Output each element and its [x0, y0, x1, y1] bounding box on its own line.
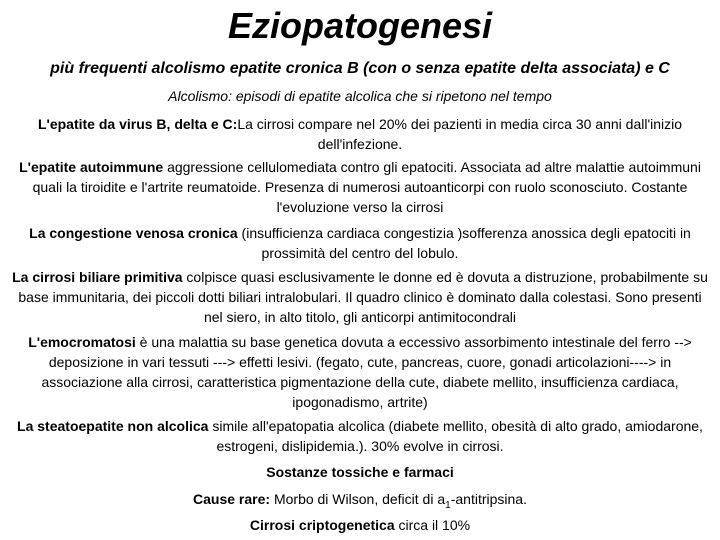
- virus-paragraph: [10, 114, 710, 154]
- emocromatosi-text: è una malattia su base genetica dovuta a eccessivo assorbimento intestinale del ferro --> deposizione in vari tessuti ---> effetti lesivi. (fegato, cute, pancreas, cuore, gonadi articolazioni----> in associazione alla cirrosi, caratteristica pigmentazione della cute, diabete mellito, insufficienza cardiaca, ipogonadismo, artrite): [41, 334, 692, 410]
- virus-text: La cirrosi compare nel 20% dei pazienti in media circa 30 anni dall'inizio dell'infezione.: [237, 116, 683, 152]
- autoimmune-heading: L'epatite autoimmune: [19, 159, 164, 175]
- congestione-heading: La congestione venosa cronica: [29, 225, 238, 241]
- steatoepatite-text: simile all'epatopatia alcolica (diabete mellito, obesità di alto grado, amiodarone, estrogeni, dislipidemia.). 30% evolve in cirrosi.: [208, 418, 703, 454]
- biliare-text: colpisce quasi esclusivamente le donne ed è dovuta a distruzione, probabilmente su base immunitaria, dei piccoli dotti biliari intralobulari. Il quadro clinico è dominato dalla colestasi. Sono presenti nel siero, in alto titolo, gli anticorpi antimitocondrali: [18, 269, 708, 325]
- cause-rare-text-after: -antitripsina.: [450, 491, 527, 507]
- autoimmune-text: aggressione cellulomediata contro gli epatociti. Associata ad altre malattie autoimmuni quali la tiroidite e l'artrite reumatoide. Presenza di numerosi autoanticorpi con ruolo sconosciuto. Costante l'evoluzione verso la cirrosi: [32, 159, 701, 215]
- tossiche-line: Sostanze tossiche e farmaci: [266, 464, 454, 480]
- steatoepatite-paragraph: [10, 416, 710, 456]
- biliare-heading: La cirrosi biliare primitiva: [12, 269, 183, 285]
- cause-rare-text: Morbo di Wilson, deficit di a: [270, 491, 446, 507]
- slide-title: Eziopatogenesi: [227, 5, 493, 46]
- biliare-paragraph: [10, 267, 710, 327]
- slide-subtitle: più frequenti alcolismo epatite cronica B (con o senza epatite delta associata) e C: [50, 60, 670, 77]
- criptogenetica-heading: Cirrosi criptogenetica: [249, 517, 395, 533]
- emocromatosi-paragraph: [10, 332, 710, 412]
- cause-rare-subscript: 1: [445, 499, 451, 511]
- alcolismo-line: Alcolismo: episodi di epatite alcolica che si ripetono nel tempo: [168, 88, 552, 104]
- virus-heading: L'epatite da virus B, delta e C:: [37, 116, 238, 132]
- steatoepatite-heading: La steatoepatite non alcolica: [17, 418, 209, 434]
- cause-rare-heading: Cause rare:: [193, 491, 271, 507]
- emocromatosi-heading: L'emocromatosi: [28, 334, 136, 350]
- congestione-paragraph: [10, 223, 710, 263]
- criptogenetica-line: [10, 515, 710, 535]
- criptogenetica-text: circa il 10%: [394, 517, 471, 533]
- cause-rare-line: [10, 489, 710, 516]
- congestione-text: (insufficienza cardiaca congestizia )sofferenza anossica degli epatociti in prossimità del centro del lobulo.: [237, 225, 691, 261]
- autoimmune-paragraph: [10, 157, 710, 217]
